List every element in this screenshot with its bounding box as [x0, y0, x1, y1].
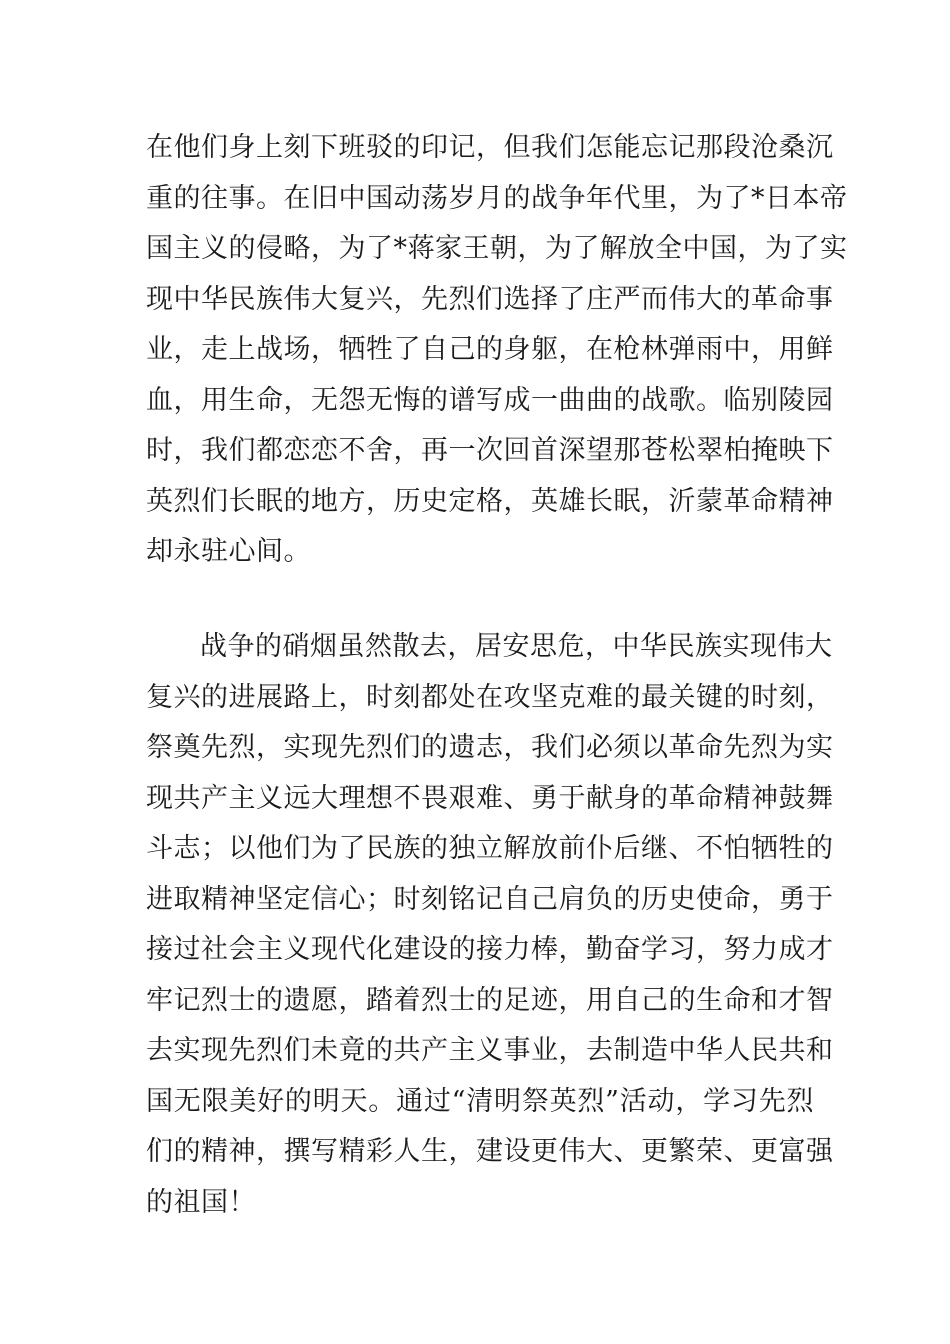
text-line: 国无限美好的明天。通过“清明祭英烈”活动，学习先烈: [146, 1085, 814, 1117]
text-line: 去实现先烈们未竟的共产主义事业，去制造中华人民共和: [146, 1035, 834, 1066]
text-line: 的祖国！: [146, 1186, 256, 1218]
paragraph-1: [146, 123, 848, 578]
text-line: 英烈们长眠的地方，历史定格，英雄长眠，沂蒙革命精神: [146, 485, 834, 517]
text-line: 祭奠先烈，实现先烈们的遗志，我们必须以革命先烈为实: [146, 732, 834, 763]
text-line: 现共产主义远大理想不畏艰难、勇于献身的革命精神鼓舞: [146, 782, 834, 814]
text-line: 国主义的侵略，为了*蒋家王朝，为了解放全中国，为了实: [146, 233, 848, 264]
text-line: 复兴的进展路上，时刻都处在攻坚克难的最关键的时刻，: [146, 681, 834, 713]
text-line: 们的精神，撰写精彩人生，建设更伟大、更繁荣、更富强: [146, 1136, 834, 1167]
text-line: 现中华民族伟大复兴，先烈们选择了庄严而伟大的革命事: [146, 283, 834, 315]
text-line: 进取精神坚定信心；时刻铭记自己肩负的历史使命，勇于: [146, 883, 834, 915]
text-line: 却永驻心间。: [146, 536, 311, 567]
text-line: 业，走上战场，牺牲了自己的身躯，在枪林弹雨中，用鲜: [146, 334, 834, 365]
text-line: 牢记烈士的遗愿，踏着烈士的足迹，用自己的生命和才智: [146, 984, 834, 1016]
text-line: 接过社会主义现代化建设的接力棒，勤奋学习，努力成才: [146, 934, 834, 965]
paragraph-2: [146, 622, 834, 1228]
text-line: 战争的硝烟虽然散去，居安思危，中华民族实现伟大: [200, 631, 833, 662]
text-line: 血，用生命，无怨无悔的谱写成一曲曲的战歌。临别陵园: [146, 384, 834, 416]
text-line: 斗志；以他们为了民族的独立解放前仆后继、不怕牺牲的: [146, 833, 834, 864]
text-line: 时，我们都恋恋不舍，再一次回首深望那苍松翠柏掩映下: [146, 435, 834, 466]
text-line: 重的往事。在旧中国动荡岁月的战争年代里，为了*日本帝: [146, 182, 848, 214]
text-line: 在他们身上刻下班驳的印记，但我们怎能忘记那段沧桑沉: [146, 132, 834, 163]
